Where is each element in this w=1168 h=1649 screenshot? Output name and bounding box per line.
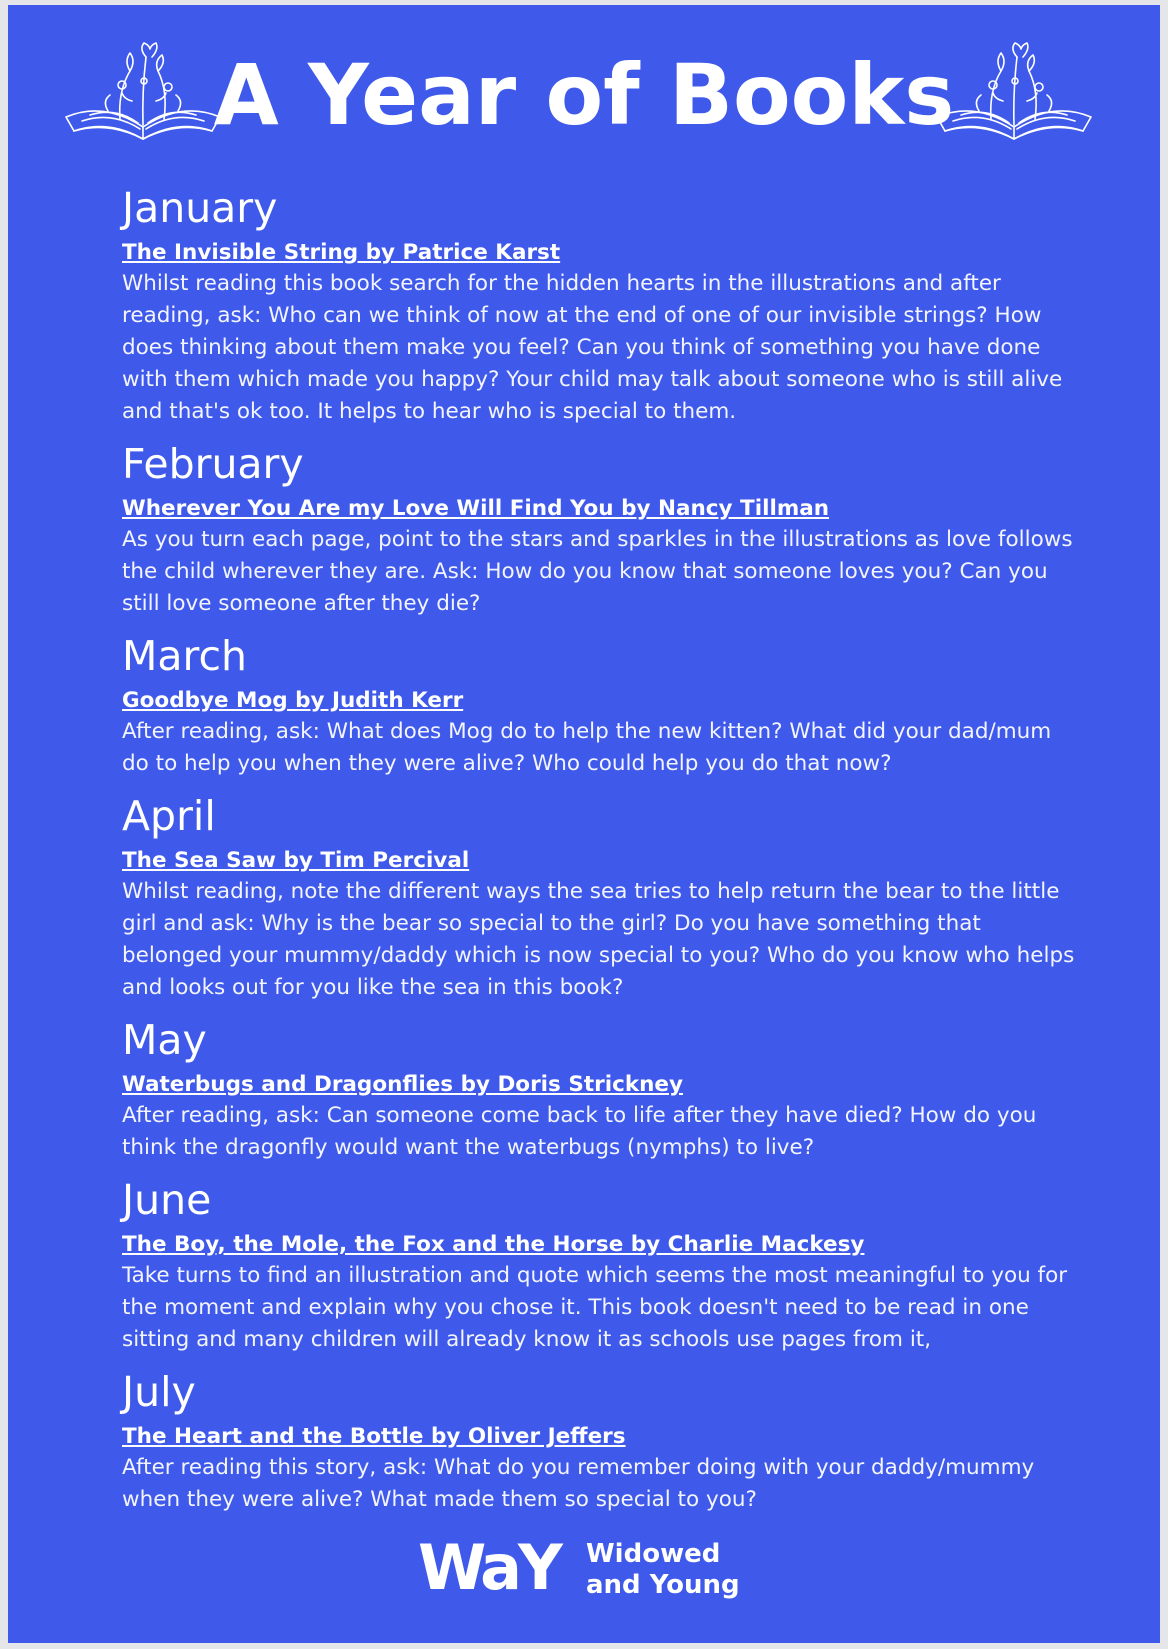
month-heading: February: [122, 440, 304, 488]
book-title-link[interactable]: Wherever You Are my Love Will Find You by Nancy Tillman: [122, 496, 830, 521]
month-section-february: [122, 438, 1082, 620]
book-activity-text: After reading this story, ask: What do you remember doing with your daddy/mummy when they were alive? What made them so special to you?: [122, 1455, 1035, 1512]
logo-mark: WaY: [418, 1531, 559, 1604]
month-section-may: [122, 1014, 1082, 1164]
month-heading: July: [122, 1368, 196, 1416]
book-title-link[interactable]: The Heart and the Bottle by Oliver Jeffers: [122, 1424, 626, 1449]
book-activity-text: As you turn each page, point to the stars and sparkles in the illustrations as love follows the child wherever they are. Ask: How do you know that someone loves you? Can you still love someone after they die?: [122, 527, 1073, 616]
month-section-march: [122, 630, 1082, 780]
widowed-and-young-logo: [418, 1531, 758, 1605]
month-heading: March: [122, 632, 247, 680]
book-title-link[interactable]: The Boy, the Mole, the Fox and the Horse by Charlie Mackesy: [122, 1232, 865, 1257]
open-book-flowers-icon: [931, 41, 1097, 145]
poster: [8, 5, 1160, 1643]
book-activity-text: After reading, ask: What does Mog do to help the new kitten? What did your dad/mum do to help you when they were alive? Who could help you do that now?: [122, 719, 1052, 776]
book-activity-text: Take turns to find an illustration and quote which seems the most meaningful to you for the moment and explain why you chose it. This book doesn't need to be read in one sitting and many children will already know it as schools use pages from it,: [122, 1263, 1068, 1352]
book-title-link[interactable]: The Sea Saw by Tim Percival: [122, 848, 470, 873]
book-title-link[interactable]: Goodbye Mog by Judith Kerr: [122, 688, 464, 713]
book-activity-text: After reading, ask: Can someone come back to life after they have died? How do you think the dragonfly would want the waterbugs (nymphs) to live?: [122, 1103, 1037, 1160]
book-activity-text: Whilst reading this book search for the hidden hearts in the illustrations and after reading, ask: Who can we think of now at the end of one of our invisible strings? How does thinking about them make you feel? Can you think of something you have done with them which made you happy? Your child may talk about someone who is still alive and that's ok too. It helps to hear who is special to them.: [122, 271, 1063, 424]
month-heading: January: [122, 184, 278, 232]
logo-line-1: Widowed: [586, 1539, 721, 1569]
month-section-june: [122, 1174, 1082, 1356]
month-heading: May: [122, 1016, 207, 1064]
book-activity-text: Whilst reading, note the different ways the sea tries to help return the bear to the little girl and ask: Why is the bear so special to the girl? Do you have something that belonged your mummy/daddy which is now special to you? Who do you know who helps and looks out for you like the sea in this book?: [122, 879, 1075, 1000]
month-section-january: [122, 182, 1082, 428]
book-title-link[interactable]: Waterbugs and Dragonflies by Doris Strickney: [122, 1072, 684, 1097]
month-heading: June: [122, 1176, 212, 1224]
month-section-april: [122, 790, 1082, 1004]
poster-title: A Year of Books: [213, 46, 955, 144]
month-section-july: [122, 1366, 1082, 1516]
month-heading: April: [122, 792, 216, 840]
book-title-link[interactable]: The Invisible String by Patrice Karst: [122, 240, 561, 265]
logo-wordmark: [586, 1539, 740, 1601]
month-list: [122, 182, 1082, 1516]
logo-line-2: and Young: [586, 1570, 740, 1600]
